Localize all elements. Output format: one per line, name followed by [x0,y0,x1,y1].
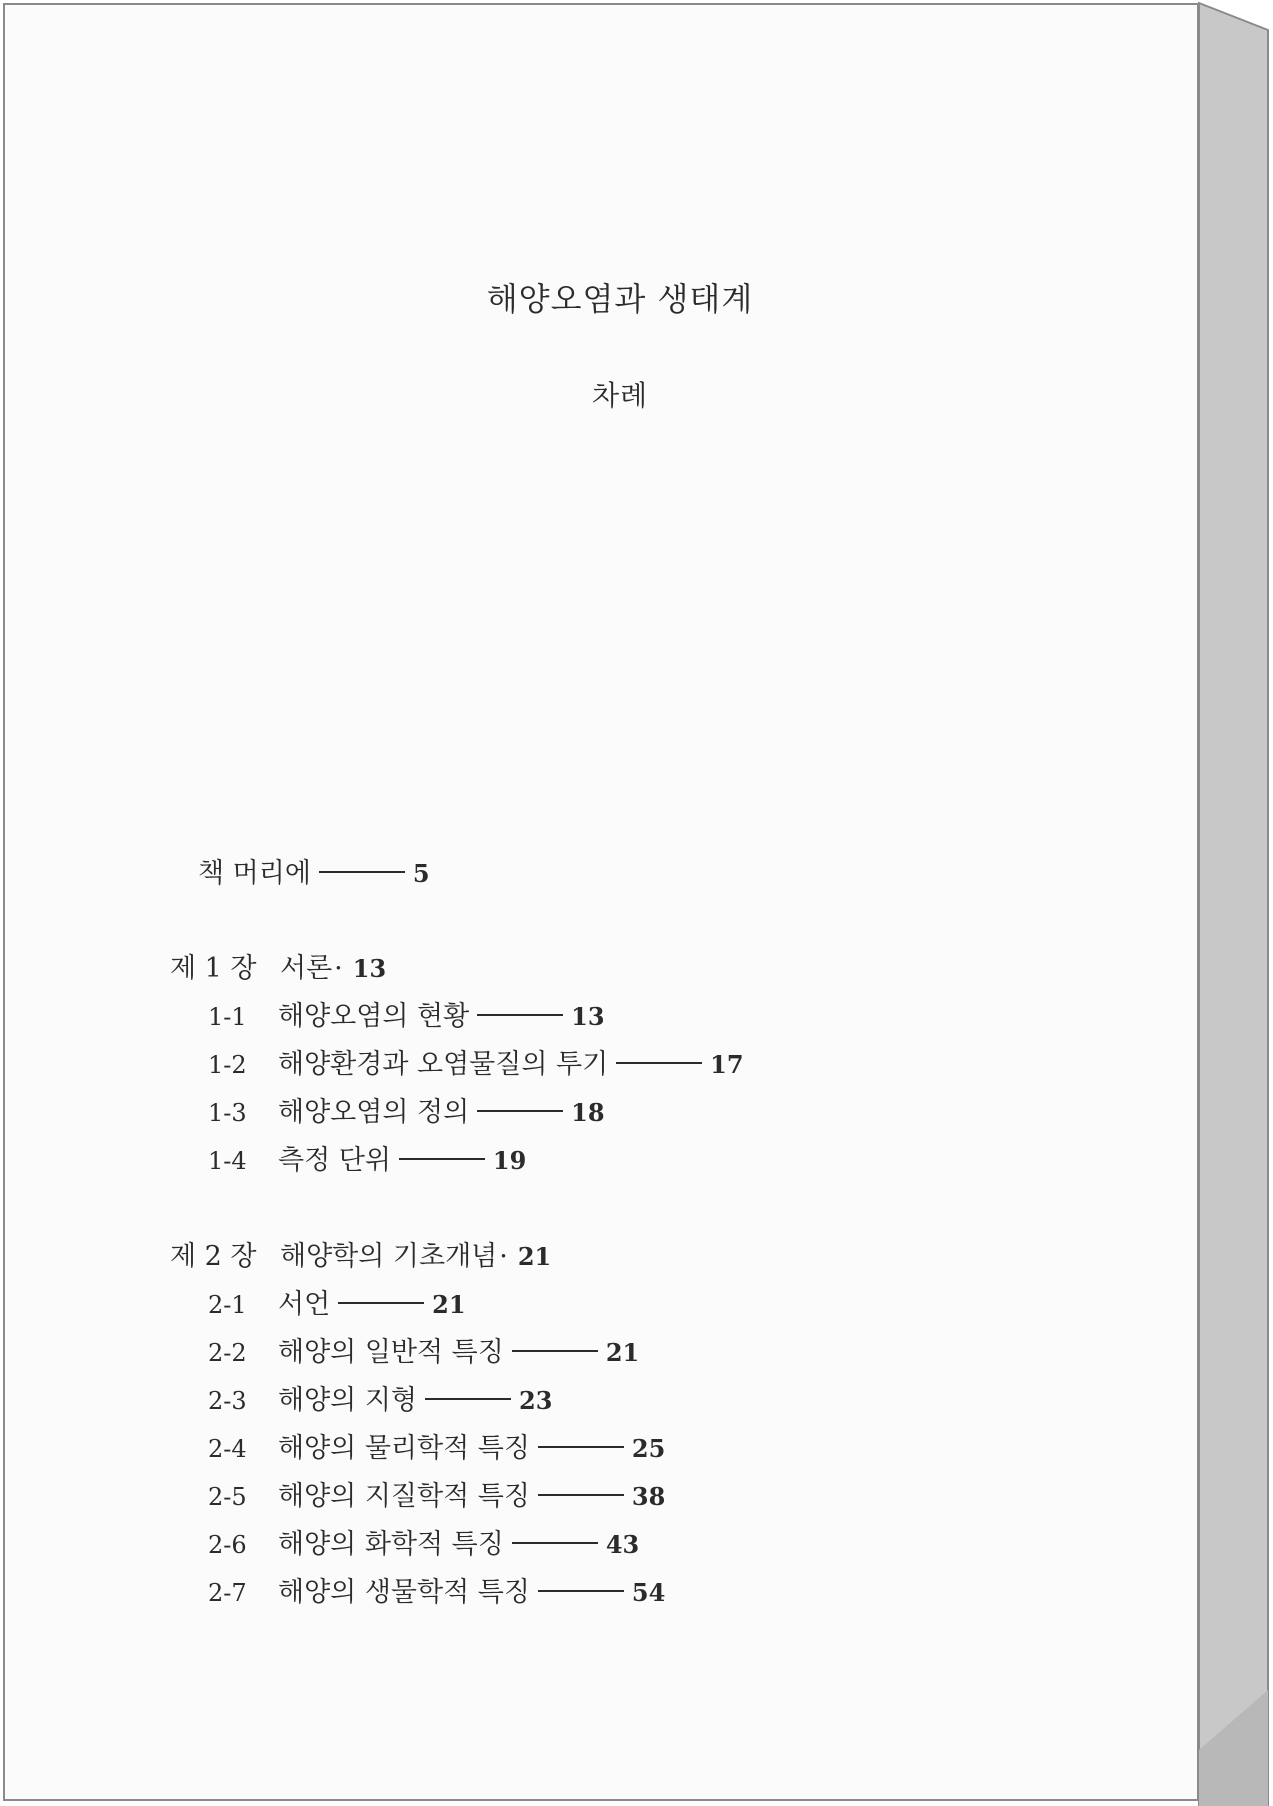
toc-chapter-2[interactable] [170,1240,551,1274]
page-number: 21 [517,1242,552,1271]
toc-section[interactable] [208,1432,665,1466]
page-number: 21 [605,1338,640,1367]
toc-section[interactable] [208,1528,639,1562]
page-number: 23 [519,1386,553,1415]
chapter-title: 해양학의 기초개념 [280,1241,498,1272]
toc-section[interactable] [208,1144,526,1178]
section-title: 해양의 생물학적 특징 [278,1577,530,1608]
section-number: 1-1 [208,1003,247,1031]
section-title: 해양의 화학적 특징 [278,1529,504,1560]
toc-section[interactable] [208,1576,665,1610]
toc-chapter-1[interactable] [170,952,386,986]
toc-section[interactable] [208,1000,605,1034]
chapter-label: 제 1 장 [170,953,257,984]
leader-line [538,1494,624,1496]
section-title: 해양환경과 오염물질의 투기 [278,1049,609,1080]
page-number: 5 [412,859,430,888]
page-number: 54 [631,1578,666,1607]
chapter-label: 제 2 장 [170,1241,257,1272]
toc-section[interactable] [208,1336,639,1370]
toc-section[interactable] [208,1480,665,1514]
section-number: 2-5 [208,1483,247,1511]
section-number: 1-4 [208,1147,247,1175]
toc-section[interactable] [208,1048,744,1082]
section-number: 1-2 [208,1051,247,1079]
section-title: 해양의 지형 [278,1385,417,1416]
toc-section[interactable] [208,1384,552,1418]
section-title: 서언 [278,1289,331,1320]
page-number: 17 [710,1050,744,1079]
section-title: 해양의 일반적 특징 [278,1337,504,1368]
section-number: 2-2 [208,1339,247,1367]
leader-line [512,1542,598,1544]
section-title: 해양오염의 현황 [278,1001,470,1032]
leader-line [512,1350,598,1352]
separator-dot: · [499,1241,508,1272]
separator-dot: · [334,953,343,984]
leader-line [616,1062,702,1064]
leader-line [319,871,405,873]
section-number: 2-3 [208,1387,247,1415]
section-title: 측정 단위 [278,1145,391,1176]
toc-section[interactable] [208,1096,605,1130]
leader-line [477,1110,563,1112]
section-number: 2-1 [208,1291,247,1319]
leader-line [425,1398,511,1400]
section-number: 2-7 [208,1579,247,1607]
page-number: 21 [432,1290,466,1319]
page-number: 43 [605,1530,640,1559]
toc-entry-preface[interactable] [198,857,430,891]
page-number: 13 [571,1002,605,1031]
toc-heading: 차례 [591,379,649,412]
leader-line [538,1590,624,1592]
section-number: 1-3 [208,1099,247,1127]
page-number: 13 [352,954,387,983]
section-title: 해양오염의 정의 [278,1097,470,1128]
section-title: 해양의 물리학적 특징 [278,1433,530,1464]
page-number: 38 [631,1482,666,1511]
book-title: 해양오염과 생태계 [486,280,754,318]
page-number: 19 [492,1146,527,1175]
toc-section[interactable] [208,1288,466,1322]
leader-line [399,1158,485,1160]
leader-line [338,1302,424,1304]
section-title: 해양의 지질학적 특징 [278,1481,530,1512]
section-number: 2-4 [208,1435,247,1463]
section-number: 2-6 [208,1531,247,1559]
page-number: 25 [631,1434,666,1463]
entry-title: 책 머리에 [198,858,311,889]
chapter-title: 서론 [280,953,333,984]
leader-line [538,1446,624,1448]
leader-line [477,1014,563,1016]
page-number: 18 [571,1098,605,1127]
